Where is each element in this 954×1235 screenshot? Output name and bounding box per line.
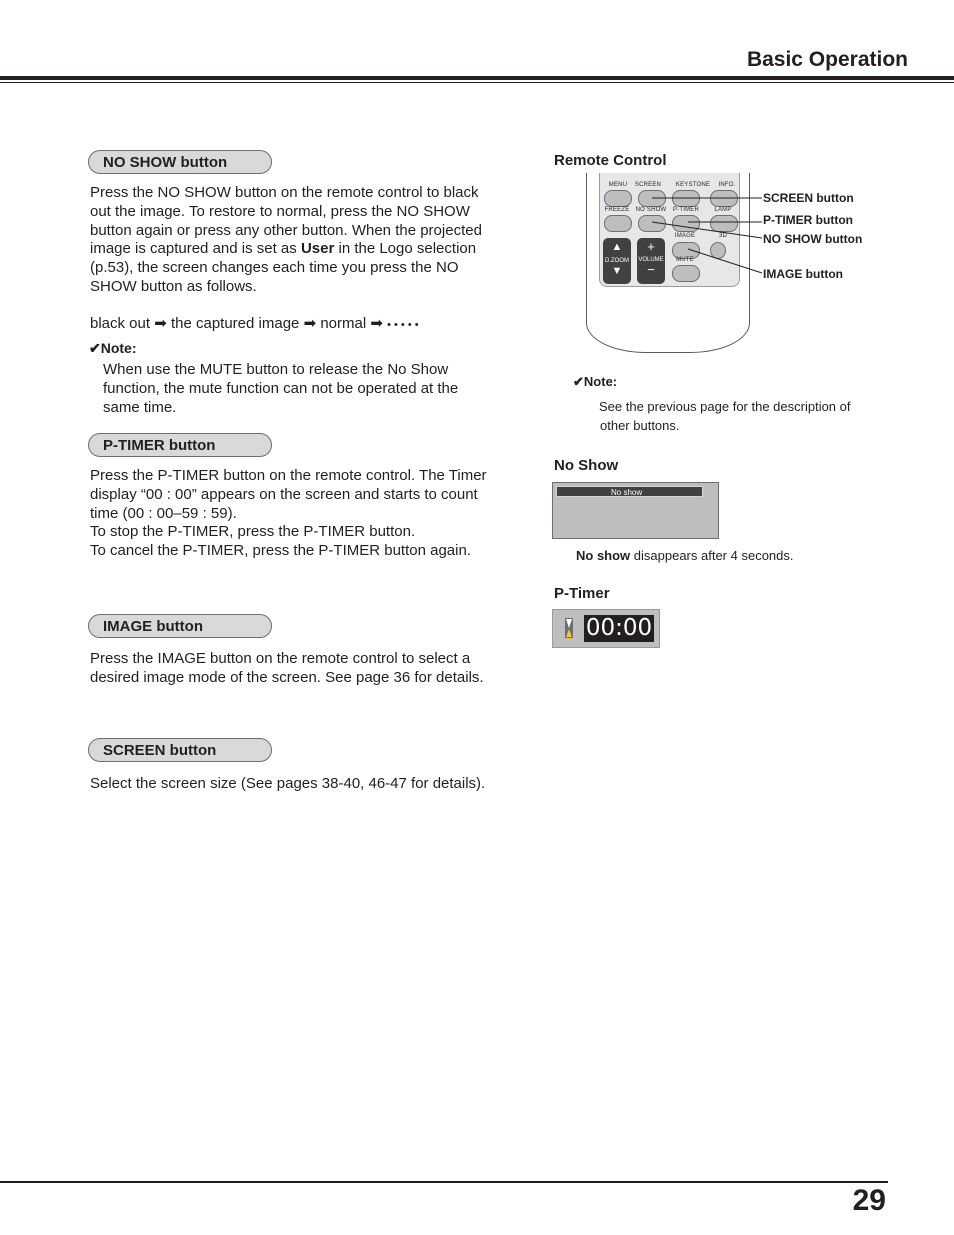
screen-paragraph: Select the screen size (See pages 38-40, 46-47 for details). [90, 775, 486, 792]
noshow-note-label: ✔Note: [89, 340, 137, 356]
remote-dzoom-key: ▲ D.ZOOM ▼ [603, 238, 631, 284]
noshow-caption: No show disappears after 4 seconds. [576, 548, 794, 563]
screen-heading: SCREEN button [88, 738, 272, 762]
callout-ptimer: P-TIMER button [763, 213, 853, 227]
noshow-heading: NO SHOW button [88, 150, 272, 174]
hourglass-icon [565, 618, 573, 638]
ptimer-heading: P-TIMER button [88, 433, 272, 457]
image-paragraph: Press the IMAGE button on the remote control to select a desired image mode of the screen. See page 36 for details. [90, 650, 484, 686]
ptimer-value: 00:00 [585, 615, 653, 641]
ptimer-paragraph: Press the P-TIMER button on the remote control. The Timer display “00 : 00” appears on the screen and starts to count time (00 : 00–59 : 59). To stop the P-TIMER, press the P-TIMER button. To cancel the P-TIMER, press the P-TIMER button again. [90, 467, 487, 560]
noshow-figure-title: No Show [554, 457, 619, 474]
footer-rule [0, 1181, 888, 1183]
noshow-sequence: black out ➡ the captured image ➡ normal ➡ • • • • • [90, 315, 419, 332]
page-header-title: Basic Operation [746, 48, 908, 71]
remote-volume-key: + VOLUME − [637, 238, 665, 284]
arrow-right-icon: ➡ [154, 315, 167, 332]
remote-note-text: See the previous page for the description of other buttons. [599, 399, 851, 433]
callout-noshow: NO SHOW button [763, 232, 863, 246]
check-icon: ✔ [89, 340, 101, 356]
noshow-display-bar: No show [556, 486, 703, 497]
arrow-right-icon: ➡ [370, 315, 383, 332]
remote-note-label: ✔Note: [573, 374, 618, 389]
callout-screen: SCREEN button [763, 191, 854, 205]
ptimer-figure-title: P-Timer [554, 585, 610, 602]
callout-image: IMAGE button [763, 267, 843, 281]
arrow-right-icon: ➡ [303, 315, 317, 332]
image-heading: IMAGE button [88, 614, 272, 638]
check-icon: ✔ [573, 374, 584, 389]
remote-control-title: Remote Control [554, 152, 667, 169]
noshow-paragraph: Press the NO SHOW button on the remote control to black out the image. To restore to normal, press the NO SHOW button again or press any other button. When the projected image is captured and is set as User in the Logo selection (p.53), the screen changes each time you press the NO SHOW button as follows. [90, 184, 482, 295]
page-number: 29 [852, 1184, 886, 1217]
noshow-note-text: When use the MUTE button to release the No Show function, the mute function can not be operated at the same time. [103, 361, 459, 416]
